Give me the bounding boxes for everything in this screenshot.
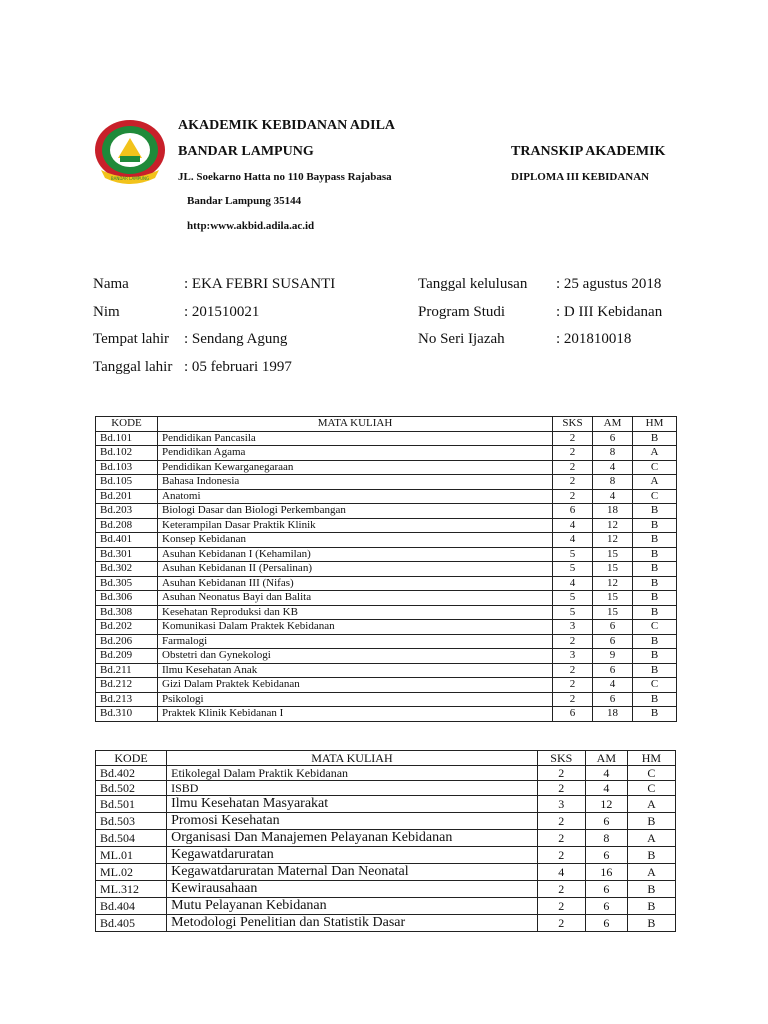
table-row <box>96 898 676 915</box>
institution-city: BANDAR LAMPUNG <box>178 144 314 159</box>
hm-cell: B <box>633 533 677 548</box>
header-sks: SKS <box>537 751 585 766</box>
mata-kuliah-cell: Farmalogi <box>158 634 553 649</box>
mata-kuliah-cell: Pendidikan Pancasila <box>158 431 553 446</box>
table-row <box>96 533 677 548</box>
no-seri-ijazah-value: : 201810018 <box>556 331 632 347</box>
sks-cell: 4 <box>553 576 593 591</box>
kode-cell: Bd.302 <box>96 562 158 577</box>
kode-cell: ML.312 <box>96 881 167 898</box>
mata-kuliah-cell: Bahasa Indonesia <box>158 475 553 490</box>
hm-cell: B <box>633 605 677 620</box>
sks-cell: 3 <box>553 620 593 635</box>
tanggal-lahir-value: : 05 februari 1997 <box>184 359 292 375</box>
mata-kuliah-cell: Ilmu Kesehatan Masyarakat <box>167 796 538 813</box>
hm-cell: B <box>633 692 677 707</box>
am-cell: 6 <box>593 634 633 649</box>
mata-kuliah-cell: Pendidikan Kewarganegaraan <box>158 460 553 475</box>
grades-table-1 <box>95 416 677 722</box>
kode-cell: Bd.502 <box>96 781 167 796</box>
document-subtitle: DIPLOMA III KEBIDANAN <box>511 171 650 183</box>
am-cell: 15 <box>593 547 633 562</box>
sks-cell: 4 <box>553 533 593 548</box>
table-row <box>96 591 677 606</box>
tempat-lahir-label: Tempat lahir <box>93 331 170 347</box>
hm-cell: A <box>633 446 677 461</box>
table-row <box>96 518 677 533</box>
hm-cell: A <box>633 475 677 490</box>
table-row <box>96 707 677 722</box>
header-mata-kuliah: MATA KULIAH <box>167 751 538 766</box>
sks-cell: 2 <box>553 692 593 707</box>
mata-kuliah-cell: Promosi Kesehatan <box>167 813 538 830</box>
table-row <box>96 489 677 504</box>
table-row <box>96 605 677 620</box>
kode-cell: Bd.105 <box>96 475 158 490</box>
hm-cell: A <box>627 830 675 847</box>
table-row <box>96 766 676 781</box>
am-cell: 12 <box>593 533 633 548</box>
kode-cell: Bd.501 <box>96 796 167 813</box>
mata-kuliah-cell: Etikolegal Dalam Praktik Kebidanan <box>167 766 538 781</box>
table-header-row <box>96 417 677 432</box>
address-line-1: JL. Soekarno Hatta no 110 Baypass Rajabasa <box>178 171 392 183</box>
kode-cell: ML.02 <box>96 864 167 881</box>
table-row <box>96 547 677 562</box>
document-title: TRANSKIP AKADEMIK <box>511 144 666 159</box>
kode-cell: Bd.503 <box>96 813 167 830</box>
kode-cell: Bd.209 <box>96 649 158 664</box>
hm-cell: B <box>627 881 675 898</box>
hm-cell: A <box>627 796 675 813</box>
sks-cell: 2 <box>537 847 585 864</box>
kode-cell: Bd.402 <box>96 766 167 781</box>
grades-table-2 <box>95 750 676 932</box>
svg-text:BANDAR LAMPUNG: BANDAR LAMPUNG <box>110 176 150 181</box>
am-cell: 8 <box>593 475 633 490</box>
kode-cell: Bd.301 <box>96 547 158 562</box>
am-cell: 6 <box>585 915 627 932</box>
am-cell: 15 <box>593 605 633 620</box>
hm-cell: C <box>627 766 675 781</box>
mata-kuliah-cell: Keterampilan Dasar Praktik Klinik <box>158 518 553 533</box>
mata-kuliah-cell: Pendidikan Agama <box>158 446 553 461</box>
hm-cell: B <box>633 591 677 606</box>
header-kode: KODE <box>96 751 167 766</box>
am-cell: 15 <box>593 591 633 606</box>
hm-cell: B <box>627 898 675 915</box>
table-row <box>96 678 677 693</box>
am-cell: 18 <box>593 504 633 519</box>
mata-kuliah-cell: Ilmu Kesehatan Anak <box>158 663 553 678</box>
header-sks: SKS <box>553 417 593 432</box>
tempat-lahir-value: : Sendang Agung <box>184 331 288 347</box>
table-row <box>96 431 677 446</box>
header-mata-kuliah: MATA KULIAH <box>158 417 553 432</box>
kode-cell: Bd.102 <box>96 446 158 461</box>
sks-cell: 2 <box>537 766 585 781</box>
table-row <box>96 475 677 490</box>
sks-cell: 2 <box>553 678 593 693</box>
table-row <box>96 915 676 932</box>
sks-cell: 2 <box>537 881 585 898</box>
sks-cell: 2 <box>553 489 593 504</box>
table-row <box>96 634 677 649</box>
sks-cell: 2 <box>537 898 585 915</box>
table-row <box>96 620 677 635</box>
mata-kuliah-cell: Konsep Kebidanan <box>158 533 553 548</box>
mata-kuliah-cell: Praktek Klinik Kebidanan I <box>158 707 553 722</box>
mata-kuliah-cell: Organisasi Dan Manajemen Pelayanan Kebidanan <box>167 830 538 847</box>
table-row <box>96 649 677 664</box>
sks-cell: 6 <box>553 504 593 519</box>
kode-cell: Bd.203 <box>96 504 158 519</box>
table-row <box>96 813 676 830</box>
table-row <box>96 847 676 864</box>
address-line-2: Bandar Lampung 35144 <box>187 195 302 207</box>
kode-cell: Bd.101 <box>96 431 158 446</box>
table-row <box>96 864 676 881</box>
am-cell: 6 <box>593 663 633 678</box>
mata-kuliah-cell: Psikologi <box>158 692 553 707</box>
hm-cell: B <box>633 504 677 519</box>
kode-cell: Bd.308 <box>96 605 158 620</box>
am-cell: 6 <box>585 813 627 830</box>
mata-kuliah-cell: Asuhan Kebidanan III (Nifas) <box>158 576 553 591</box>
am-cell: 4 <box>593 678 633 693</box>
nim-label: Nim <box>93 304 120 320</box>
nama-value: : EKA FEBRI SUSANTI <box>184 276 336 292</box>
table-row <box>96 830 676 847</box>
hm-cell: B <box>633 431 677 446</box>
header-hm: HM <box>627 751 675 766</box>
tanggal-kelulusan-value: : 25 agustus 2018 <box>556 276 662 292</box>
am-cell: 15 <box>593 562 633 577</box>
sks-cell: 2 <box>553 663 593 678</box>
sks-cell: 5 <box>553 591 593 606</box>
hm-cell: C <box>633 460 677 475</box>
sks-cell: 5 <box>553 562 593 577</box>
hm-cell: B <box>633 707 677 722</box>
tanggal-kelulusan-label: Tanggal kelulusan <box>418 276 528 292</box>
mata-kuliah-cell: Kegawatdaruratan <box>167 847 538 864</box>
sks-cell: 2 <box>537 830 585 847</box>
hm-cell: B <box>633 663 677 678</box>
sks-cell: 2 <box>537 915 585 932</box>
institution-logo <box>93 118 167 186</box>
hm-cell: B <box>633 634 677 649</box>
sks-cell: 5 <box>553 605 593 620</box>
am-cell: 6 <box>585 881 627 898</box>
table-row <box>96 446 677 461</box>
sks-cell: 4 <box>537 864 585 881</box>
program-studi-label: Program Studi <box>418 304 506 320</box>
am-cell: 12 <box>593 576 633 591</box>
no-seri-ijazah-label: No Seri Ijazah <box>418 331 505 347</box>
am-cell: 6 <box>585 847 627 864</box>
table-row <box>96 781 676 796</box>
tanggal-lahir-label: Tanggal lahir <box>93 359 173 375</box>
am-cell: 4 <box>585 766 627 781</box>
am-cell: 18 <box>593 707 633 722</box>
sks-cell: 3 <box>553 649 593 664</box>
am-cell: 12 <box>593 518 633 533</box>
table-row <box>96 504 677 519</box>
hm-cell: B <box>627 915 675 932</box>
sks-cell: 2 <box>553 446 593 461</box>
am-cell: 9 <box>593 649 633 664</box>
header-kode: KODE <box>96 417 158 432</box>
sks-cell: 6 <box>553 707 593 722</box>
hm-cell: B <box>627 813 675 830</box>
kode-cell: Bd.305 <box>96 576 158 591</box>
nim-value: : 201510021 <box>184 304 260 320</box>
header-hm: HM <box>633 417 677 432</box>
sks-cell: 2 <box>553 431 593 446</box>
institution-name: AKADEMIK KEBIDANAN ADILA <box>178 118 396 133</box>
kode-cell: Bd.404 <box>96 898 167 915</box>
am-cell: 6 <box>593 620 633 635</box>
am-cell: 6 <box>585 898 627 915</box>
mata-kuliah-cell: Obstetri dan Gynekologi <box>158 649 553 664</box>
am-cell: 4 <box>593 489 633 504</box>
mata-kuliah-cell: Mutu Pelayanan Kebidanan <box>167 898 538 915</box>
kode-cell: Bd.401 <box>96 533 158 548</box>
hm-cell: B <box>633 547 677 562</box>
hm-cell: C <box>633 678 677 693</box>
am-cell: 4 <box>585 781 627 796</box>
website: http:www.akbid.adila.ac.id <box>187 220 315 232</box>
sks-cell: 2 <box>537 813 585 830</box>
hm-cell: C <box>633 620 677 635</box>
table-header-row <box>96 751 676 766</box>
mata-kuliah-cell: Asuhan Neonatus Bayi dan Balita <box>158 591 553 606</box>
hm-cell: B <box>633 649 677 664</box>
kode-cell: Bd.211 <box>96 663 158 678</box>
mata-kuliah-cell: Asuhan Kebidanan II (Persalinan) <box>158 562 553 577</box>
mata-kuliah-cell: Asuhan Kebidanan I (Kehamilan) <box>158 547 553 562</box>
am-cell: 16 <box>585 864 627 881</box>
kode-cell: Bd.405 <box>96 915 167 932</box>
kode-cell: Bd.504 <box>96 830 167 847</box>
kode-cell: Bd.202 <box>96 620 158 635</box>
mata-kuliah-cell: Anatomi <box>158 489 553 504</box>
kode-cell: Bd.213 <box>96 692 158 707</box>
kode-cell: Bd.201 <box>96 489 158 504</box>
sks-cell: 4 <box>553 518 593 533</box>
hm-cell: C <box>633 489 677 504</box>
mata-kuliah-cell: Kegawatdaruratan Maternal Dan Neonatal <box>167 864 538 881</box>
mata-kuliah-cell: Kesehatan Reproduksi dan KB <box>158 605 553 620</box>
table-row <box>96 796 676 813</box>
hm-cell: B <box>633 518 677 533</box>
kode-cell: Bd.206 <box>96 634 158 649</box>
table-row <box>96 460 677 475</box>
table-row <box>96 663 677 678</box>
kode-cell: Bd.212 <box>96 678 158 693</box>
am-cell: 8 <box>593 446 633 461</box>
mata-kuliah-cell: Gizi Dalam Praktek Kebidanan <box>158 678 553 693</box>
hm-cell: B <box>633 576 677 591</box>
mata-kuliah-cell: Biologi Dasar dan Biologi Perkembangan <box>158 504 553 519</box>
am-cell: 8 <box>585 830 627 847</box>
hm-cell: C <box>627 781 675 796</box>
table-row <box>96 576 677 591</box>
kode-cell: ML.01 <box>96 847 167 864</box>
am-cell: 6 <box>593 431 633 446</box>
hm-cell: B <box>627 847 675 864</box>
kode-cell: Bd.208 <box>96 518 158 533</box>
sks-cell: 3 <box>537 796 585 813</box>
kode-cell: Bd.306 <box>96 591 158 606</box>
am-cell: 6 <box>593 692 633 707</box>
table-row <box>96 692 677 707</box>
am-cell: 4 <box>593 460 633 475</box>
sks-cell: 2 <box>553 460 593 475</box>
nama-label: Nama <box>93 276 129 292</box>
header-am: AM <box>585 751 627 766</box>
table-row <box>96 562 677 577</box>
mata-kuliah-cell: Komunikasi Dalam Praktek Kebidanan <box>158 620 553 635</box>
hm-cell: A <box>627 864 675 881</box>
header-am: AM <box>593 417 633 432</box>
mata-kuliah-cell: Metodologi Penelitian dan Statistik Dasar <box>167 915 538 932</box>
sks-cell: 5 <box>553 547 593 562</box>
table-row <box>96 881 676 898</box>
am-cell: 12 <box>585 796 627 813</box>
kode-cell: Bd.310 <box>96 707 158 722</box>
hm-cell: B <box>633 562 677 577</box>
sks-cell: 2 <box>553 475 593 490</box>
kode-cell: Bd.103 <box>96 460 158 475</box>
sks-cell: 2 <box>553 634 593 649</box>
program-studi-value: : D III Kebidanan <box>556 304 663 320</box>
mata-kuliah-cell: Kewirausahaan <box>167 881 538 898</box>
mata-kuliah-cell: ISBD <box>167 781 538 796</box>
sks-cell: 2 <box>537 781 585 796</box>
